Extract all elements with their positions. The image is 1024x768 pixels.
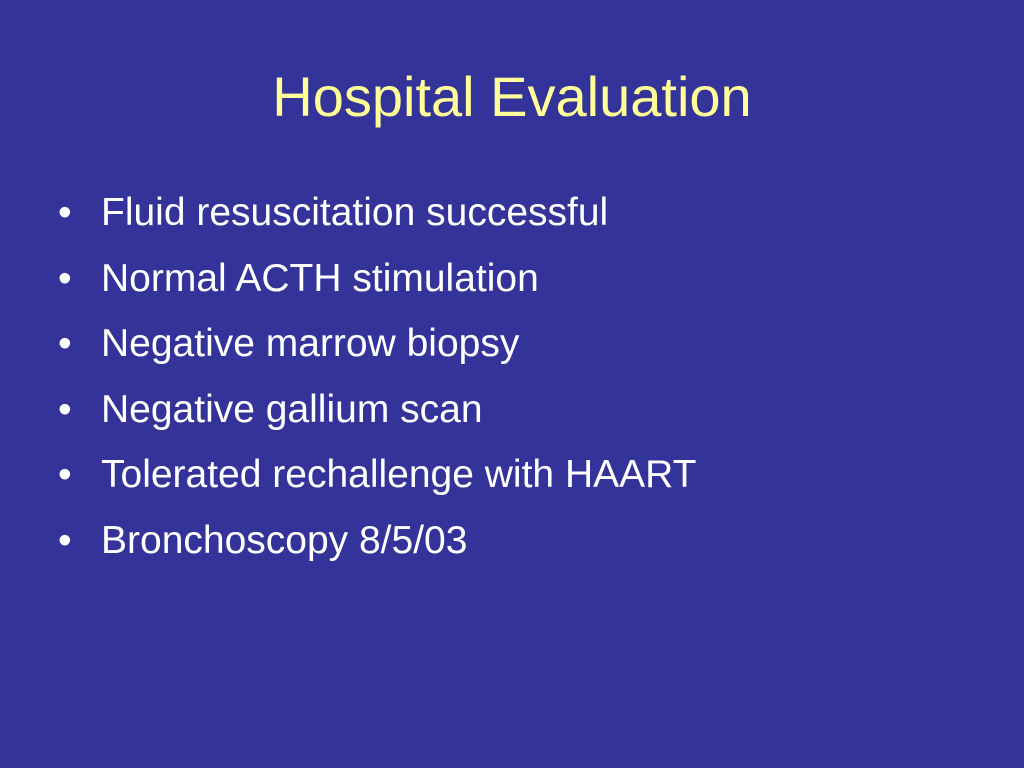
slide-title: Hospital Evaluation <box>272 65 752 128</box>
bullet-dot: • <box>58 518 72 562</box>
bullet-item-haart-rechallenge <box>58 442 998 508</box>
bullet-text: Tolerated rechallenge with HAART <box>101 453 697 497</box>
bullet-dot: • <box>58 256 72 300</box>
bullet-text: Normal ACTH stimulation <box>101 256 539 300</box>
bullet-list <box>58 180 998 574</box>
bullet-dot: • <box>58 453 72 497</box>
bullet-dot: • <box>58 322 72 366</box>
bullet-item-marrow-biopsy <box>58 311 998 377</box>
bullet-item-acth-stimulation <box>58 246 998 312</box>
bullet-text: Negative marrow biopsy <box>101 322 520 366</box>
bullet-dot: • <box>58 387 72 431</box>
bullet-item-fluid-resuscitation <box>58 180 998 246</box>
bullet-text: Bronchoscopy 8/5/03 <box>101 518 468 562</box>
bullet-text: Fluid resuscitation successful <box>101 191 609 234</box>
bullet-dot: • <box>58 191 72 234</box>
bullet-item-gallium-scan <box>58 377 998 443</box>
bullet-item-bronchoscopy <box>58 508 998 574</box>
bullet-text: Negative gallium scan <box>101 387 483 431</box>
